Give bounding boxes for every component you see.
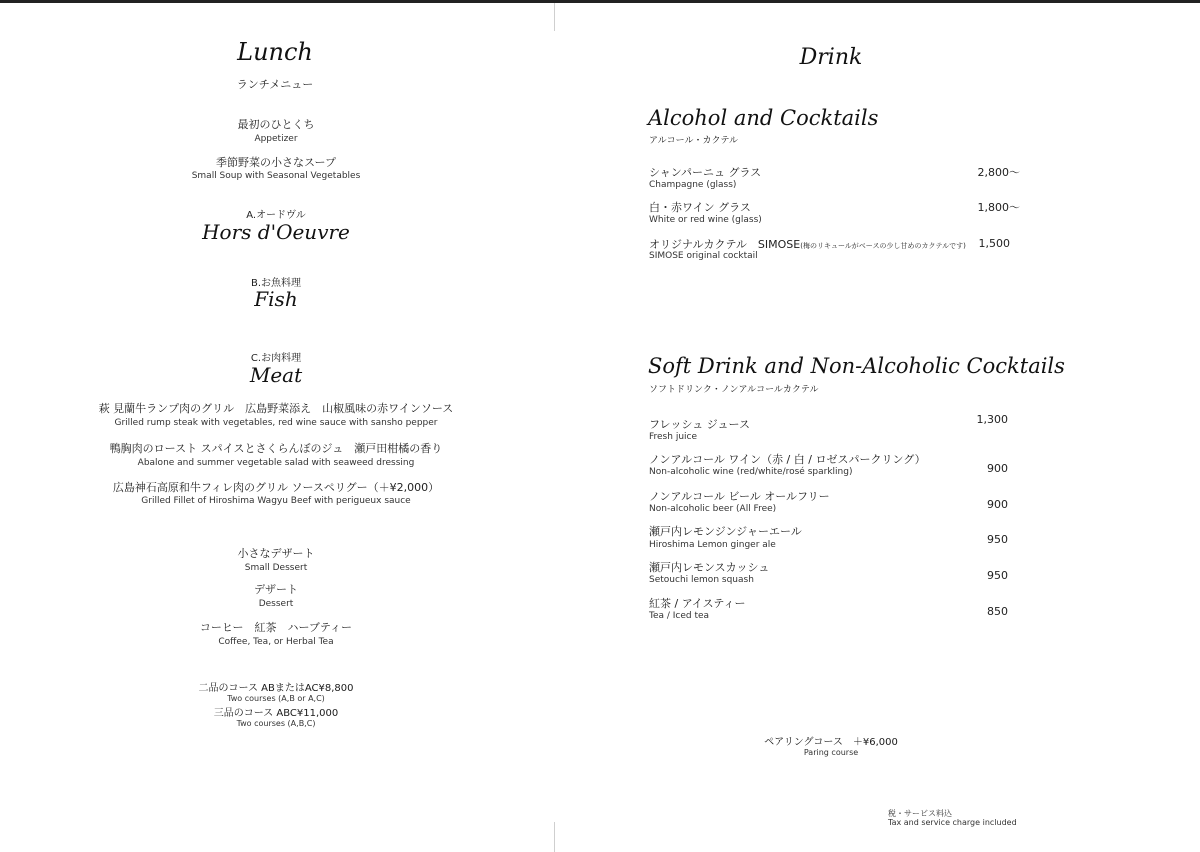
course-three-en: Two courses (A,B,C) — [236, 719, 316, 728]
course-c-label: C.お肉料理 — [250, 353, 302, 364]
soft-item-5-price: 950 — [987, 569, 1008, 582]
course-b-label: B.お魚料理 — [250, 278, 302, 289]
course-two-price: 二品のコース ABまたはAC¥8,800 — [198, 683, 354, 694]
soft-item-2-price: 900 — [987, 462, 1008, 475]
course-two-en: Two courses (A,B or A,C) — [227, 694, 325, 703]
pairing-course-en: Paring course — [803, 748, 859, 757]
soft-item-5-en: Setouchi lemon squash — [649, 575, 754, 585]
lunch-title: Lunch — [237, 38, 313, 66]
soft-item-6-jp: 紅茶 / アイスティー — [649, 597, 746, 610]
soft-item-2-jp: ノンアルコール ワイン（赤 / 白 / ロゼスパークリング） — [649, 453, 926, 466]
soft-item-3-jp: ノンアルコール ビール オールフリー — [649, 490, 830, 503]
alcohol-item-1-jp: シャンパーニュ グラス — [649, 166, 762, 179]
soft-item-2-en: Non-alcoholic wine (red/white/rosé sparkling) — [649, 467, 853, 477]
meat-item-2-jp: 鴨胸肉のロースト スパイスとさくらんぼのジュ 瀬戸田柑橘の香り — [109, 442, 443, 455]
course-a-title: Hors d'Oeuvre — [202, 220, 350, 244]
alcohol-item-1-en: Champagne (glass) — [649, 180, 737, 190]
alcohol-section-title: Alcohol and Cocktails — [648, 106, 879, 130]
alcohol-item-3-price: 1,500 — [978, 237, 1010, 250]
soft-item-1-price: 1,300 — [976, 413, 1008, 426]
alcohol-item-3-en: SIMOSE original cocktail — [649, 251, 758, 261]
meat-item-1-en: Grilled rump steak with vegetables, red wine sauce with sansho pepper — [114, 418, 438, 428]
coffee-jp: コーヒー 紅茶 ハーブティー — [199, 621, 353, 634]
appetizer-jp: 最初のひとくち — [237, 118, 315, 131]
appetizer-en: Appetizer — [254, 134, 298, 144]
alcohol-section-subtitle: アルコール・カクテル — [649, 136, 739, 146]
alcohol-item-2-en: White or red wine (glass) — [649, 215, 762, 225]
alcohol-item-3-jp — [649, 236, 966, 252]
dessert-en: Dessert — [258, 599, 294, 609]
page-fold-divider-top — [554, 3, 555, 31]
soft-item-4-en: Hiroshima Lemon ginger ale — [649, 540, 776, 550]
lunch-subtitle: ランチメニュー — [236, 78, 314, 91]
soft-item-1-en: Fresh juice — [649, 432, 698, 442]
small-dessert-en: Small Dessert — [244, 563, 308, 573]
small-dessert-jp: 小さなデザート — [237, 547, 315, 560]
soft-item-5-jp: 瀬戸内レモンスカッシュ — [649, 561, 770, 574]
meat-item-2-en: Abalone and summer vegetable salad with seaweed dressing — [137, 458, 415, 468]
alcohol-item-2-jp: 白・赤ワイン グラス — [649, 201, 751, 214]
alcohol-item-3-name: オリジナルカクテル SIMOSE — [649, 238, 801, 251]
course-three-price: 三品のコース ABC¥11,000 — [213, 708, 339, 719]
pairing-course-price: ペアリングコース ＋¥6,000 — [764, 737, 898, 748]
soft-item-6-price: 850 — [987, 605, 1008, 618]
soft-section-subtitle: ソフトドリンク・ノンアルコールカクテル — [649, 385, 819, 395]
soft-item-1-jp: フレッシュ ジュース — [649, 418, 750, 431]
soft-item-3-en: Non-alcoholic beer (All Free) — [649, 504, 777, 514]
alcohol-item-2-price: 1,800～ — [977, 201, 1020, 214]
soft-item-6-en: Tea / Iced tea — [649, 611, 710, 621]
drink-title: Drink — [799, 45, 863, 70]
soup-en: Small Soup with Seasonal Vegetables — [191, 171, 361, 181]
tax-note-jp: 税・サービス料込 — [888, 809, 952, 818]
course-a-label: A.オードヴル — [246, 210, 306, 221]
meat-item-1-jp: 萩 見蘭牛ランプ肉のグリル 広島野菜添え 山椒風味の赤ワインソース — [98, 402, 454, 415]
coffee-en: Coffee, Tea, or Herbal Tea — [218, 637, 334, 647]
meat-item-3-jp: 広島神石高原和牛フィレ肉のグリル ソースペリグー（＋¥2,000） — [112, 481, 440, 494]
course-c-title: Meat — [249, 363, 303, 387]
soft-item-3-price: 900 — [987, 498, 1008, 511]
soft-item-4-jp: 瀬戸内レモンジンジャーエール — [649, 525, 802, 538]
soup-jp: 季節野菜の小さなスープ — [216, 156, 336, 169]
page-fold-divider-bottom — [554, 822, 555, 852]
soft-item-4-price: 950 — [987, 533, 1008, 546]
dessert-jp: デザート — [254, 583, 298, 596]
alcohol-item-1-price: 2,800～ — [977, 166, 1020, 179]
meat-item-3-en: Grilled Fillet of Hiroshima Wagyu Beef with perigueux sauce — [141, 496, 411, 506]
alcohol-item-3-note: (梅のリキュールがベースの少し甘めのカクテルです) — [800, 242, 966, 250]
soft-section-title: Soft Drink and Non-Alcoholic Cocktails — [648, 354, 1065, 378]
top-border — [0, 0, 1200, 3]
tax-note-en: Tax and service charge included — [888, 818, 1017, 827]
course-b-title: Fish — [254, 287, 298, 311]
